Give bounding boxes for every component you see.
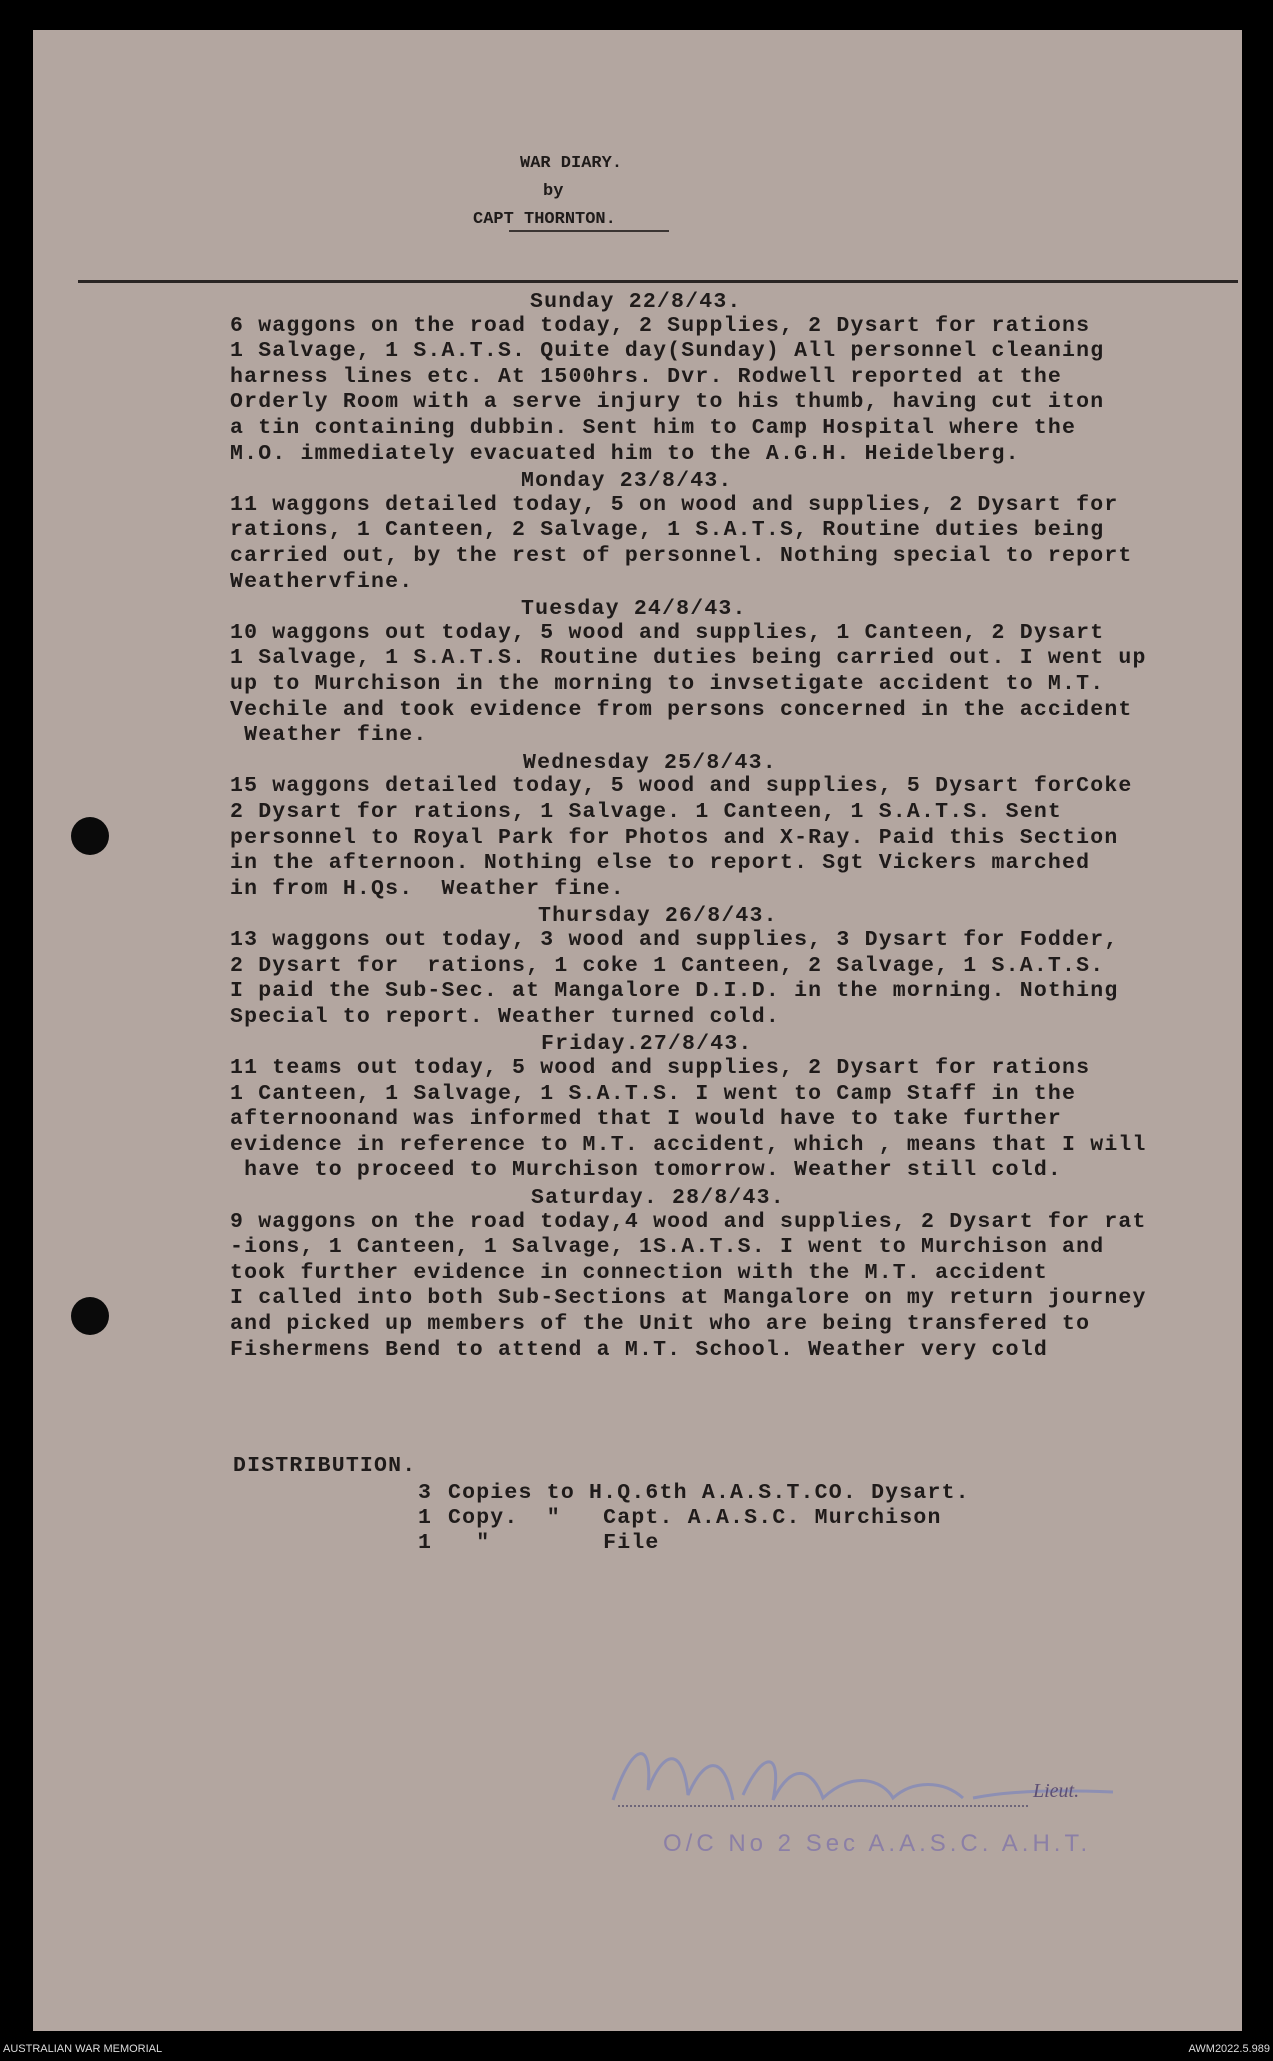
entry-line: a tin containing dubbin. Sent him to Camp Hospital where the: [230, 416, 1077, 440]
entry-line: 13 waggons out today, 3 wood and supplies, 3 Dysart for Fodder,: [230, 928, 1119, 952]
footer-right: AWM2022.5.989: [1188, 2043, 1270, 2055]
entry-line: 11 teams out today, 5 wood and supplies, 2 Dysart for rations: [230, 1056, 1091, 1080]
entry-line: personnel to Royal Park for Photos and X-Ray. Paid this Section: [230, 825, 1119, 850]
document-page: [33, 30, 1242, 2031]
distribution-qty: 1: [418, 1506, 433, 1530]
entry-day-heading: Sunday 22/8/43.: [530, 290, 742, 314]
distribution-item: " File: [448, 1531, 660, 1555]
footer-left: AUSTRALIAN WAR MEMORIAL: [3, 2043, 163, 2055]
entry-line: Fishermens Bend to attend a M.T. School. Weather very cold: [230, 1337, 1048, 1362]
entry-line: harness lines etc. At 1500hrs. Dvr. Rodwell reported at the: [230, 364, 1063, 389]
entry-day-heading: Monday 23/8/43.: [521, 469, 733, 494]
distribution-qty: 1: [418, 1531, 433, 1555]
entry-line: 2 Dysart for rations, 1 coke 1 Canteen, 2 Salvage, 1 S.A.T.S.: [230, 953, 1105, 978]
entry-line: afternoonand was informed that I would have to take further: [230, 1107, 1063, 1132]
entry-line: rations, 1 Canteen, 2 Salvage, 1 S.A.T.S, Routine duties being: [230, 518, 1105, 543]
entry-line: I paid the Sub-Sec. at Mangalore D.I.D. in the morning. Nothing: [230, 979, 1119, 1004]
punch-hole-bottom: [71, 1297, 109, 1335]
diary-title: WAR DIARY.: [520, 154, 623, 173]
entry-line: -ions, 1 Canteen, 1 Salvage, 1S.A.T.S. I went to Murchison and: [230, 1235, 1105, 1260]
entry-line: up to Murchison in the morning to invsetigate accident to M.T.: [230, 672, 1105, 696]
entry-line: carried out, by the rest of personnel. Nothing special to report: [230, 544, 1133, 568]
unit-stamp: O/C No 2 Sec A.A.S.C. A.H.T.: [663, 1830, 1092, 1857]
diary-author: CAPT THORNTON.: [473, 210, 616, 229]
signature-line: [618, 1805, 1028, 1807]
entry-line: Special to report. Weather turned cold.: [230, 1004, 780, 1029]
entry-line: 11 waggons detailed today, 5 on wood and supplies, 2 Dysart for: [230, 492, 1119, 517]
distribution-item: Copies to H.Q.6th A.A.S.T.CO. Dysart.: [448, 1481, 970, 1505]
entry-line: M.O. immediately evacuated him to the A.G.H. Heidelberg.: [230, 441, 1020, 466]
entry-line: have to proceed to Murchison tomorrow. Weather still cold.: [230, 1158, 1063, 1183]
entry-line: and picked up members of the Unit who are being transfered to: [230, 1312, 1091, 1336]
entry-line: Weather fine.: [230, 723, 428, 748]
signature-rank: Lieut.: [1033, 1780, 1080, 1802]
entry-line: 1 Salvage, 1 S.A.T.S. Quite day(Sunday) All personnel cleaning: [230, 339, 1105, 364]
entry-line: 2 Dysart for rations, 1 Salvage. 1 Canteen, 1 S.A.T.S. Sent: [230, 800, 1063, 824]
distribution-item: Copy. " Capt. A.A.S.C. Murchison: [448, 1506, 942, 1530]
entry-line: 15 waggons detailed today, 5 wood and supplies, 5 Dysart forCoke: [230, 774, 1133, 799]
entry-line: 1 Salvage, 1 S.A.T.S. Routine duties being carried out. I went up: [230, 646, 1147, 671]
entry-day-heading: Thursday 26/8/43.: [538, 904, 778, 929]
entry-day-heading: Wednesday 25/8/43.: [523, 750, 777, 775]
entry-line: I called into both Sub-Sections at Mangalore on my return journey: [230, 1286, 1147, 1311]
entry-day-heading: Friday.27/8/43.: [541, 1032, 753, 1057]
entry-line: Orderly Room with a serve injury to his thumb, having cut iton: [230, 390, 1105, 415]
entry-line: took further evidence in connection with the M.T. accident: [230, 1260, 1048, 1285]
entry-line: evidence in reference to M.T. accident, which , means that I will: [230, 1132, 1147, 1157]
author-underline: [509, 230, 669, 232]
entry-line: 1 Canteen, 1 Salvage, 1 S.A.T.S. I went to Camp Staff in the: [230, 1081, 1077, 1106]
entry-line: Vechile and took evidence from persons concerned in the accident: [230, 697, 1133, 722]
header-rule: [78, 280, 1238, 283]
entry-line: Weathervfine.: [230, 569, 414, 594]
punch-hole-top: [71, 817, 109, 855]
entry-line: in from H.Qs. Weather fine.: [230, 876, 625, 901]
entry-day-heading: Saturday. 28/8/43.: [531, 1186, 785, 1210]
entry-line: 9 waggons on the road today,4 wood and supplies, 2 Dysart for rat: [230, 1209, 1147, 1234]
diary-by: by: [543, 182, 564, 201]
distribution-qty: 3: [418, 1481, 433, 1505]
entry-day-heading: Tuesday 24/8/43.: [521, 597, 747, 622]
distribution-heading: DISTRIBUTION.: [233, 1454, 417, 1478]
entry-line: in the afternoon. Nothing else to report. Sgt Vickers marched: [230, 851, 1091, 876]
entry-line: 6 waggons on the road today, 2 Supplies, 2 Dysart for rations: [230, 313, 1091, 338]
entry-line: 10 waggons out today, 5 wood and supplies, 1 Canteen, 2 Dysart: [230, 620, 1105, 645]
